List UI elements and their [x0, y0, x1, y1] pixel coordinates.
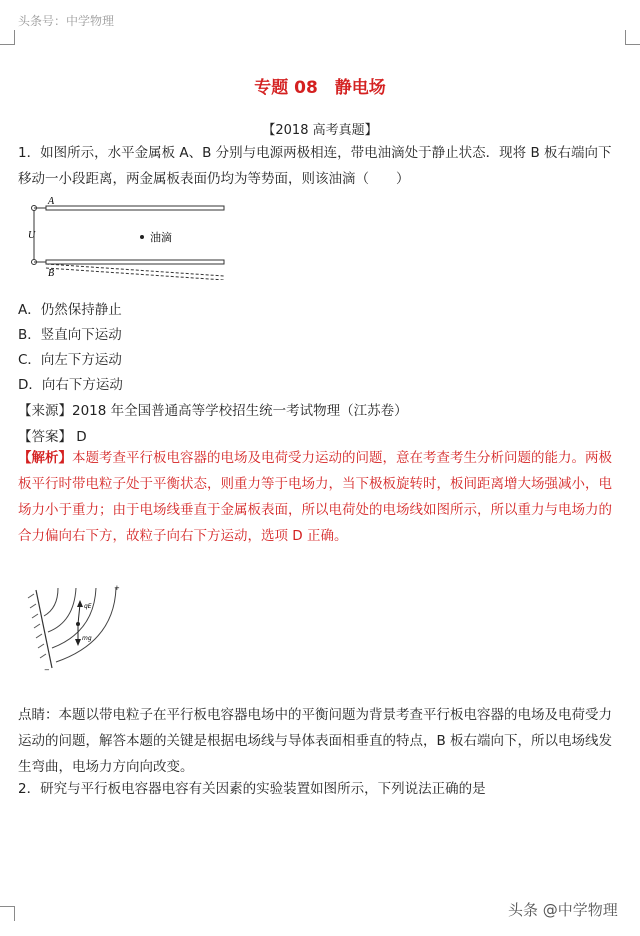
question-2-stem: 2．研究与平行板电容器电容有关因素的实验装置如图所示，下列说法正确的是: [18, 781, 486, 797]
crop-mark: [625, 30, 640, 45]
crop-mark: [0, 30, 15, 45]
question-source: 【来源】2018 年全国普通高等学校招生统一考试物理（江苏卷）: [18, 403, 408, 419]
plus-label: +: [114, 584, 120, 592]
plate-a-label: A: [48, 196, 55, 207]
hatch: [32, 614, 38, 618]
analysis-tag: 【解析】: [18, 450, 72, 466]
analysis-text: 本题考查平行板电容器的电场及电荷受力运动的问题，意在考查考生分析问题的能力。两极板平行时带电粒子处于平衡状态，则重力等于电场力，当下极板旋转时，板间距离增大场强减小，电场力小于重力；由于电场线垂直于金属板表面，所以电荷处的电场线如图所示，所以重力与电场力的合力偏向右下方，故粒子向右下方运动，选项 D 正确。: [18, 450, 612, 544]
footer-brand: 头条 @中学物理: [508, 901, 618, 919]
charge: [76, 622, 80, 626]
crop-mark: [0, 906, 15, 921]
qe-label: qE: [84, 603, 92, 610]
oil-drop: [140, 235, 144, 239]
hatch: [36, 634, 42, 638]
field-line: [44, 588, 58, 616]
hatch: [38, 644, 44, 648]
option-b: B．竖直向下运动: [18, 327, 122, 343]
answer: 【答案】 D: [18, 429, 87, 445]
analysis: [18, 445, 622, 549]
hatch: [28, 594, 34, 598]
minus-label: −: [44, 666, 50, 674]
plate-a: [46, 206, 224, 210]
plate-b: [46, 260, 224, 264]
option-a: A．仍然保持静止: [18, 302, 122, 318]
qe-arrowhead: [77, 600, 83, 607]
section-heading: 【2018 高考真题】: [262, 123, 378, 138]
tilted-plate: [36, 590, 52, 668]
hatch: [34, 624, 40, 628]
capacitor-figure: [18, 196, 238, 280]
source-tag: 头条号：中学物理: [18, 14, 115, 28]
comment: 点睛：本题以带电粒子在平行板电容器电场中的平衡问题为背景考查平行板电容器的电场及电荷受力运动的问题，解答本题的关键是根据电场线与导体表面相垂直的特点，B 板右端向下，所以电场线发生弯曲，电场力方向向改变。: [18, 707, 613, 775]
hatch: [40, 654, 46, 658]
option-c: C．向左下方运动: [18, 352, 122, 368]
hatch: [30, 604, 36, 608]
plate-b-label: B: [48, 268, 55, 279]
field-line: [56, 588, 116, 662]
document-title: 专题 08 静电场: [254, 78, 386, 98]
voltage-label: U: [28, 230, 36, 241]
mg-arrowhead: [75, 639, 81, 646]
oil-drop-label: 油滴: [150, 231, 172, 244]
field-line: [48, 588, 76, 632]
mg-label: mg: [82, 635, 92, 642]
field-line-figure: [18, 582, 128, 682]
option-d: D．向右下方运动: [18, 377, 123, 393]
question-1-stem: 1．如图所示，水平金属板 A、B 分别与电源两极相连，带电油滴处于静止状态．现将 B 板右端向下移动一小段距离，两金属板表面仍均为等势面，则该油滴（ ）: [18, 145, 612, 187]
